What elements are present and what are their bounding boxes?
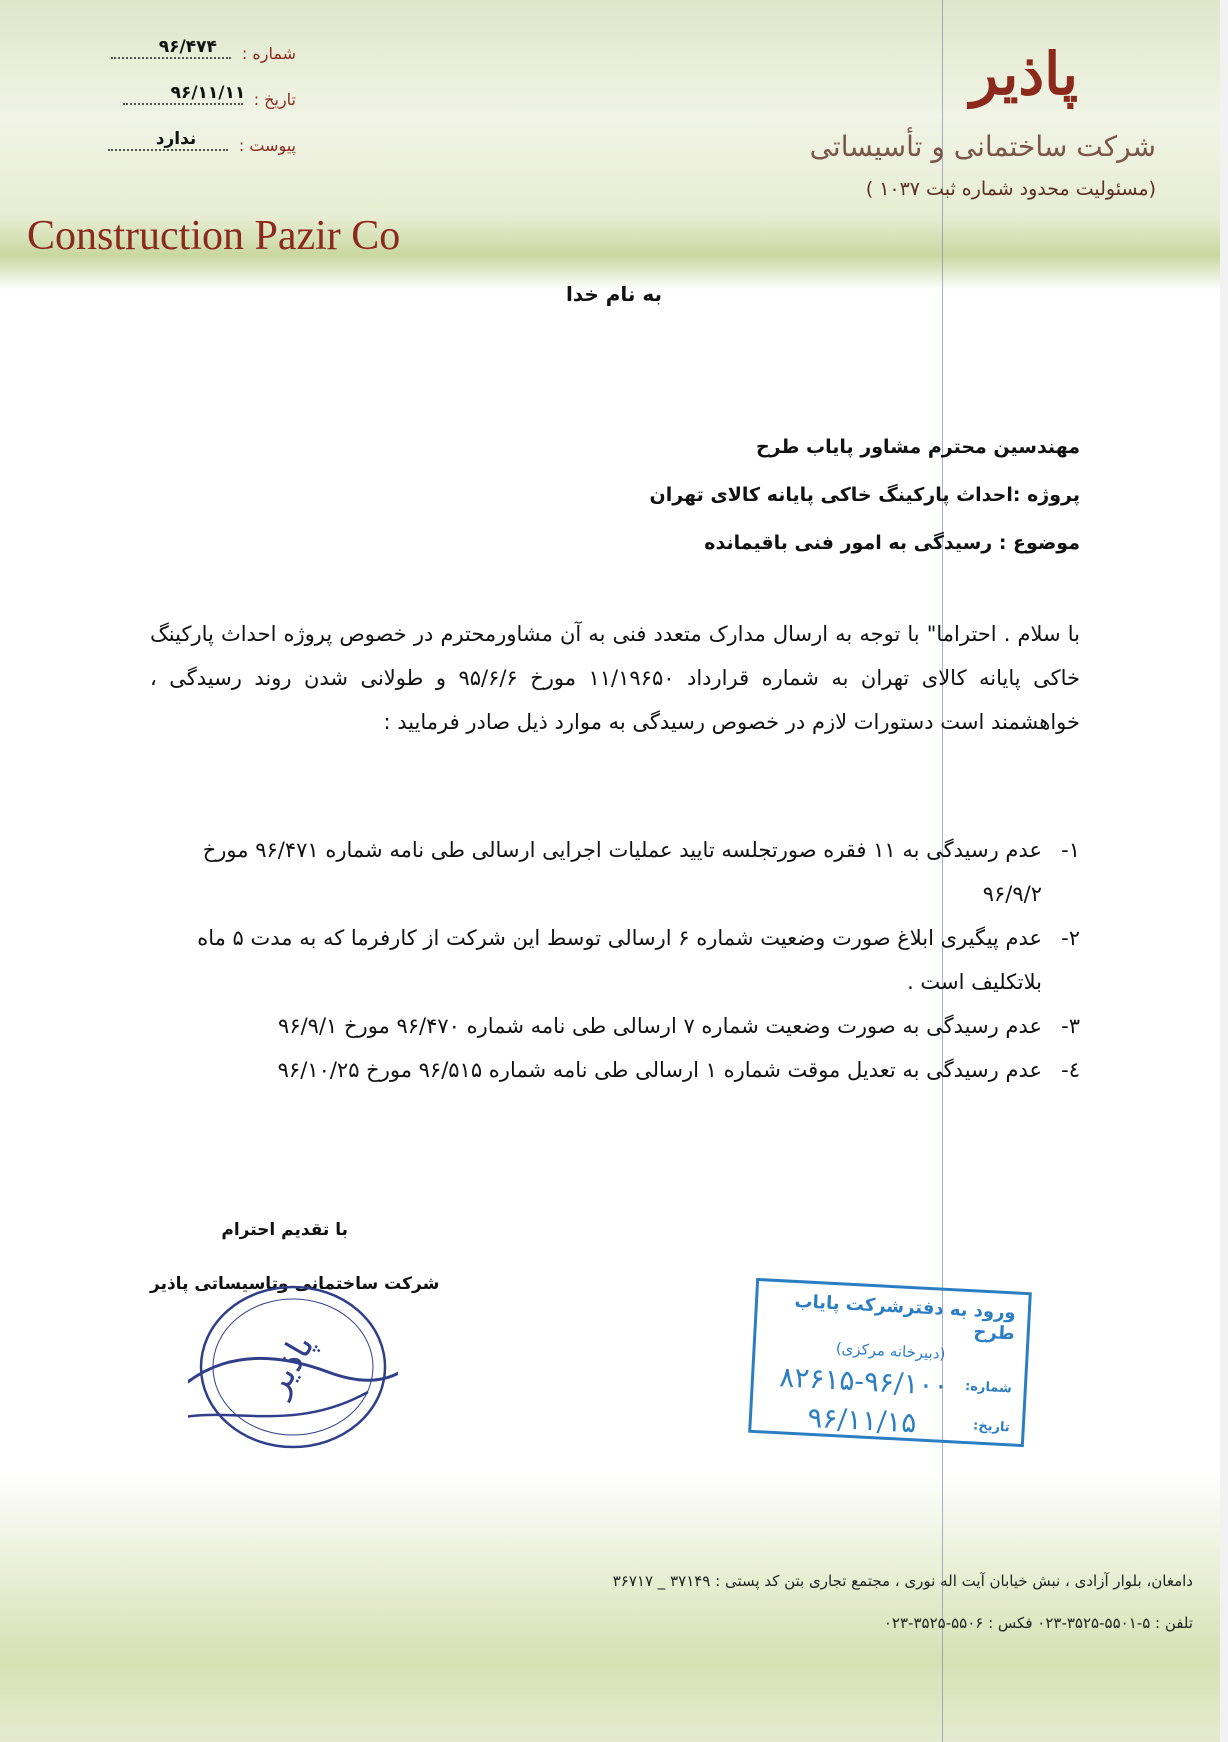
company-description: شرکت ساختمانی و تأسیساتی [809, 130, 1156, 163]
list-item [150, 1004, 1080, 1048]
letter-number-label: شماره : [241, 44, 296, 63]
project-line: پروژه :احداث پارکینگ خاکی پایانه کالای تهران [649, 484, 1080, 506]
letter-date-field [123, 83, 246, 105]
list-item-text: عدم رسیدگی به صورت وضعیت شماره ۷ ارسالی طی نامه شماره ۹۶/۴۷۰ مورخ ۹۶/۹/۱ [278, 1014, 1042, 1038]
recipient-line: مهندسین محترم مشاور پایاب طرح [755, 436, 1080, 458]
stamp-date-label: تاریخ: [972, 1418, 1011, 1436]
footer-background [0, 1470, 1228, 1742]
letter-date-value: ۹۶/۱۱/۱۱ [170, 83, 246, 103]
page-edge [1220, 0, 1228, 1742]
letter-number-value: ۹۶/۴۷۴ [158, 37, 217, 57]
list-item-text: عدم پیگیری ابلاغ صورت وضعیت شماره ۶ ارسالی توسط این شرکت از کارفرما که به مدت ۵ ماه بلاتکلیف است . [197, 926, 1042, 994]
list-item-number: ۳- [1061, 1014, 1080, 1038]
request-list [150, 828, 1080, 1092]
signatory-company: شرکت ساختمانی وتاسیساتی پاذیر [150, 1274, 440, 1294]
stamp-subtitle: (دبیرخانه مرکزی) [835, 1339, 946, 1363]
letter-attachment-label: پیوست : [238, 136, 296, 155]
company-registration: (مسئولیت محدود شماره ثبت ۱۰۳۷ ) [865, 178, 1156, 200]
closing-greeting: با تقدیم احترام [221, 1220, 348, 1240]
company-logo-name: پاذیر [970, 40, 1078, 108]
letter-attachment-row [56, 129, 296, 162]
list-item-text: عدم رسیدگی به تعدیل موقت شماره ۱ ارسالی طی نامه شماره ۹۶/۵۱۵ مورخ ۹۶/۱۰/۲۵ [277, 1058, 1042, 1082]
letter-attachment-value: ندارد [155, 129, 197, 149]
stamp-title: ورود به دفترشرکت پایاب طرح [793, 1290, 1017, 1345]
company-seal-signature [188, 1282, 398, 1462]
stamp-number-value: ۸۲۶۱۵-۹۶/۱۰۰ [778, 1360, 950, 1403]
list-item [150, 1048, 1080, 1092]
letter-date-row [56, 83, 296, 116]
list-item-text: عدم رسیدگی به ۱۱ فقره صورتجلسه تایید عملیات اجرایی ارسالی طی نامه شماره ۹۶/۴۷۱ مورخ ۹۶/۹/۲ [202, 838, 1042, 906]
letter-attachment-field [108, 129, 228, 151]
list-item-number: ۱- [1061, 838, 1080, 862]
stamp-date-row [763, 1399, 1010, 1445]
stamp-number-label: شماره: [964, 1378, 1013, 1397]
letter-number-row [56, 37, 296, 70]
list-item [150, 916, 1080, 1004]
svg-text:پاذیر: پاذیر [256, 1327, 323, 1403]
basmala-heading: به نام خدا [565, 282, 663, 306]
letter-body: با سلام . احتراما" با توجه به ارسال مدارک متعدد فنی به آن مشاورمحترم در خصوص پروژه احداث پارکینگ خاکی پایانه کالای تهران به شماره قرارداد ۱۱/۱۹۶۵۰ مورخ ۹۵/۶/۶ و طولانی شدن روند رسیدگی ، خواهشمند است دستورات لازم در خصوص رسیدگی به موارد ذیل صادر فرمایید : [150, 622, 1080, 734]
footer-phones: تلفن : ۵-۵۵۰۱-۳۵۲۵-۰۲۳ فکس : ۵۵۰۶-۳۵۲۵-۰۲۳ [883, 1614, 1193, 1632]
list-item [150, 828, 1080, 916]
list-item-number: ۲- [1061, 926, 1080, 950]
received-stamp [748, 1278, 1032, 1447]
stamp-date-value: ۹۶/۱۱/۱۵ [806, 1400, 918, 1440]
footer-address: دامغان، بلوار آزادی ، نبش خیابان آیت اله نوری ، مجتمع تجاری بتن کد پستی : ۳۷۱۴۹ _ ۳۶۷۱۷ [612, 1572, 1193, 1590]
subject-line: موضوع : رسیدگی به امور فنی باقیمانده [704, 532, 1080, 554]
letter-number-field [111, 37, 231, 59]
letter-date-label: تاریخ : [253, 90, 296, 109]
stamp-number-row [765, 1360, 1012, 1406]
company-english-name: Construction Pazir Co [27, 213, 401, 259]
list-item-number: ٤- [1061, 1058, 1080, 1082]
